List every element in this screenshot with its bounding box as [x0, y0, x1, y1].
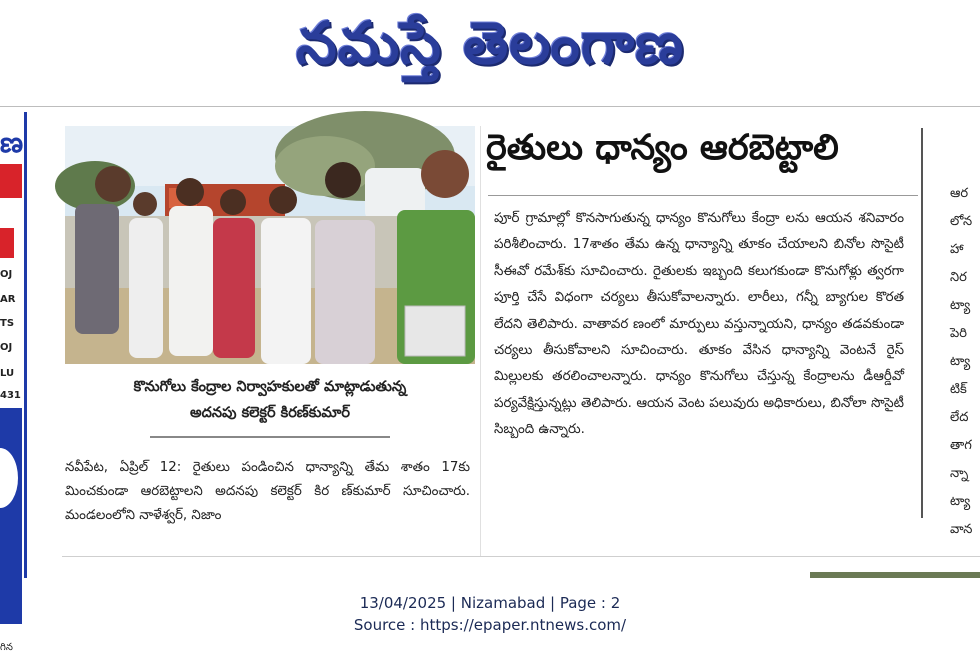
sliver-line: లేద — [950, 410, 969, 425]
article-paragraph: పూర్ గ్రామాల్లో కొనసాగుతున్న ధాన్యం కొనుగోలు కేంద్రా లను ఆయన శనివారం పరిశీలించారు. 17శాతం తేమ ఉన్న ధాన్యాన్ని తూకం చేయాలని బినోల సొసైటీ సీఈవో రమేశ్‌కు సూచించారు. రైతులకు ఇబ్బంది కలుగకుండా కొనుగోళ్లు త్వరగా పూర్తి చేసే విధంగా చర్యలు తీసుకోవాలన్నారు. లారీలు, గన్నీ బ్యాగుల కొరత లేదని తెలిపారు. వాతావర ణంలో మార్పులు వస్తున్నాయని, ధాన్యం తడవకుండా చర్యలు తీసుకోవాలని సూచించారు. తూకం వేసిన ధాన్యాన్ని వెంటనే రైస్ మిల్లులకు తరలించాలన్నారు. ధాన్యం కొనుగోలు చేస్తున్న కేంద్రాలను డీఆర్డీవో పర్యవేక్షిస్తున్నట్లు తెలిపారు. ఆయన వెంట పలువురు అధికారులు, బినోలా సొసైటీ సిబ్బంది ఉన్నారు. — [494, 211, 904, 438]
sliver-line: ట్యా — [950, 298, 971, 313]
photo-caption — [65, 374, 475, 426]
article-body-right — [494, 206, 904, 444]
sliver-line: నిర — [950, 270, 967, 285]
header-divider — [0, 106, 980, 107]
ad-line: TS — [0, 318, 15, 329]
adjacent-photo-edge — [810, 572, 980, 578]
ad-line: LU — [0, 368, 15, 379]
photo-caption-line: అదనపు కలెక్టర్ కిరణ్‌కుమార్ — [190, 405, 350, 421]
article-headline: రైతులు ధాన్యం ఆరబెట్టాలి — [486, 128, 839, 168]
sliver-line: లోన — [950, 214, 973, 229]
sliver-line: వాన — [950, 522, 973, 537]
adjacent-article-sliver — [950, 180, 980, 570]
ad-line: OJ — [0, 342, 13, 353]
sliver-line: పెరి — [950, 326, 967, 341]
sliver-line: ట్యా — [950, 354, 971, 369]
ad-white-circle — [0, 448, 18, 508]
edition-info: 13/04/2025 | Nizamabad | Page : 2 — [359, 594, 621, 612]
headline-divider — [488, 195, 918, 196]
newspaper-logo: నమస్తే తెలంగాణ — [296, 8, 684, 77]
sliver-line: న్నా — [950, 466, 969, 481]
column-rule — [921, 128, 923, 518]
ad-glyph: ణ — [0, 126, 24, 159]
article-body-left — [65, 456, 470, 528]
ad-bottom-text: గిన — [0, 642, 13, 653]
sliver-line: ట్యా — [950, 494, 971, 509]
source-link[interactable]: Source : https://epaper.ntnews.com/ — [353, 616, 627, 634]
ad-red-tab — [0, 228, 14, 258]
ad-line: OJ — [0, 269, 13, 280]
article-paragraph: నవీపేట, ఏప్రిల్ 12: రైతులు పండించిన ధాన్యాన్ని తేమ శాతం 17కు మించకుండా ఆరబెట్టాలని అదనపు కలెక్టర్ కిర ణ్‌కుమార్ సూచించారు. మండలంలోని నాళేశ్వర్, నిజాం — [65, 460, 470, 523]
sliver-line: హా — [950, 242, 964, 257]
sliver-line: తాగ — [950, 438, 972, 453]
left-advertisement — [0, 112, 27, 653]
page-footer — [0, 592, 980, 636]
officials-inspection-photo — [65, 126, 475, 364]
page-divider — [62, 556, 980, 557]
caption-underline — [150, 436, 390, 438]
masthead — [0, 0, 980, 100]
photo-caption-line: కొనుగోలు కేంద్రాల నిర్వాహకులతో మాట్లాడుతున్న — [133, 379, 407, 395]
sliver-line: ఆర — [950, 186, 969, 201]
news-photo — [65, 126, 475, 364]
column-separator — [480, 126, 481, 556]
sliver-line: టిక్ — [950, 382, 967, 397]
ad-line: 431 — [0, 390, 21, 401]
ad-red-band — [0, 164, 22, 198]
ad-line: AR — [0, 294, 16, 305]
